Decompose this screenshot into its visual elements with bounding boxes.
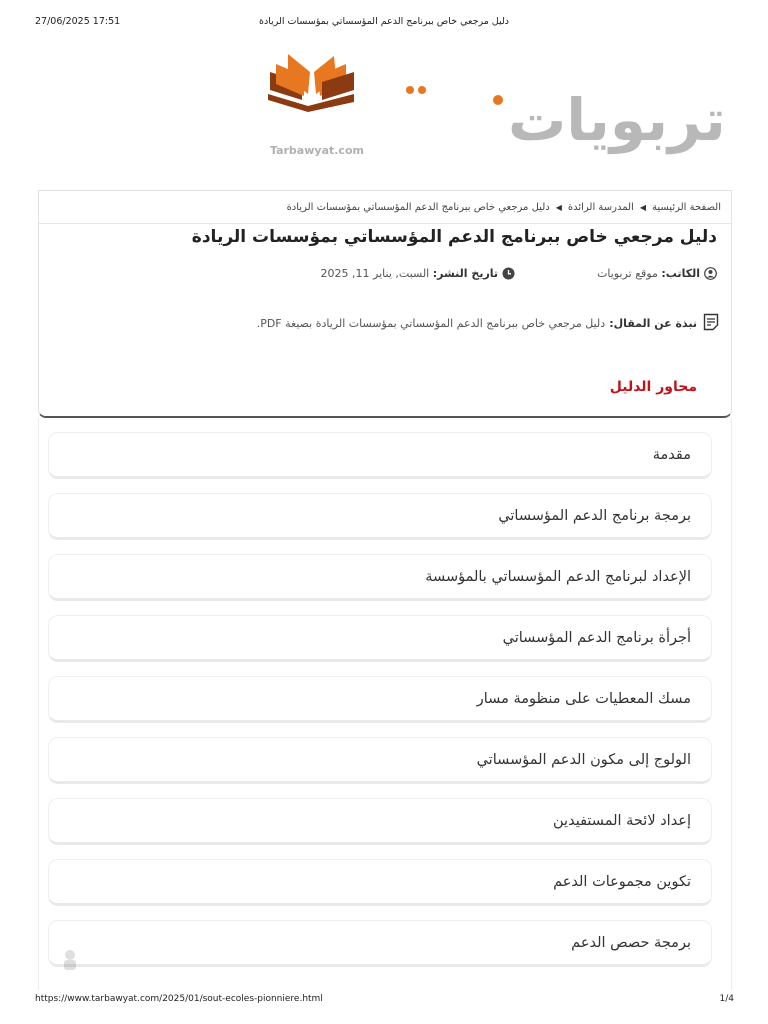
toc-item[interactable]: الإعداد لبرنامج الدعم المؤسساتي بالمؤسسة bbox=[48, 554, 712, 601]
print-header bbox=[0, 16, 768, 32]
summary-label: نبذة عن المقال: bbox=[609, 317, 697, 330]
page-number: 1/4 bbox=[719, 994, 734, 1004]
toc-item[interactable]: الولوج إلى مكون الدعم المؤسساتي bbox=[48, 737, 712, 784]
summary-text: دليل مرجعي خاص ببرنامج الدعم المؤسساتي بمؤسسات الريادة بصيغة PDF. bbox=[256, 317, 606, 330]
print-footer bbox=[0, 994, 768, 1010]
breadcrumb-category[interactable]: المدرسة الرائدة bbox=[567, 201, 634, 213]
logo-icon bbox=[262, 50, 726, 160]
author-name[interactable]: موقع تربويات bbox=[597, 267, 658, 280]
faded-watermark-icon bbox=[60, 948, 80, 972]
article-meta bbox=[321, 267, 717, 280]
page-url[interactable]: https://www.tarbawyat.com/2025/01/sout-ecoles-pionniere.html bbox=[35, 994, 323, 1004]
site-logo[interactable] bbox=[262, 50, 726, 160]
logo-wordmark: تربويات bbox=[508, 86, 726, 154]
user-icon bbox=[704, 267, 717, 280]
toc-item[interactable]: مسك المعطيات على منظومة مسار bbox=[48, 676, 712, 723]
breadcrumb-current: دليل مرجعي خاص ببرنامج الدعم المؤسساتي بمؤسسات الريادة bbox=[286, 201, 550, 213]
document-icon bbox=[703, 313, 719, 334]
author-label: الكاتب: bbox=[661, 267, 700, 280]
date-label: تاريخ النشر: bbox=[432, 267, 499, 280]
print-datetime: 27/06/2025 17:51 bbox=[35, 16, 121, 27]
divider bbox=[39, 223, 731, 224]
publish-date: السبت, يناير 11, 2025 bbox=[320, 267, 430, 280]
toc-item[interactable]: مقدمة bbox=[48, 432, 712, 479]
author-block bbox=[597, 267, 717, 280]
toc-item[interactable]: برمجة برنامج الدعم المؤسساتي bbox=[48, 493, 712, 540]
breadcrumb-home[interactable]: الصفحة الرئيسية bbox=[652, 201, 721, 213]
breadcrumb bbox=[287, 199, 721, 215]
article-summary bbox=[257, 313, 719, 334]
logo-domain: Tarbawyat.com bbox=[270, 144, 364, 157]
toc-item[interactable]: برمجة حصص الدعم bbox=[48, 920, 712, 967]
article-title: دليل مرجعي خاص ببرنامج الدعم المؤسساتي بمؤسسات الريادة bbox=[191, 227, 717, 247]
caret-left-icon: ◀ bbox=[639, 202, 646, 212]
toc-item[interactable]: تكوين مجموعات الدعم bbox=[48, 859, 712, 906]
toc-item[interactable]: أجرأة برنامج الدعم المؤسساتي bbox=[48, 615, 712, 662]
date-block bbox=[321, 267, 516, 280]
content-border-left bbox=[38, 418, 39, 990]
clock-icon bbox=[502, 267, 515, 280]
caret-left-icon: ◀ bbox=[555, 202, 562, 212]
article-header-card bbox=[38, 190, 732, 418]
toc-item[interactable]: إعداد لائحة المستفيدين bbox=[48, 798, 712, 845]
content-border-right bbox=[731, 418, 732, 990]
print-doc-title: دليل مرجعي خاص ببرنامج الدعم المؤسساتي بمؤسسات الريادة bbox=[259, 16, 509, 27]
guide-heading: محاور الدليل bbox=[609, 379, 697, 395]
